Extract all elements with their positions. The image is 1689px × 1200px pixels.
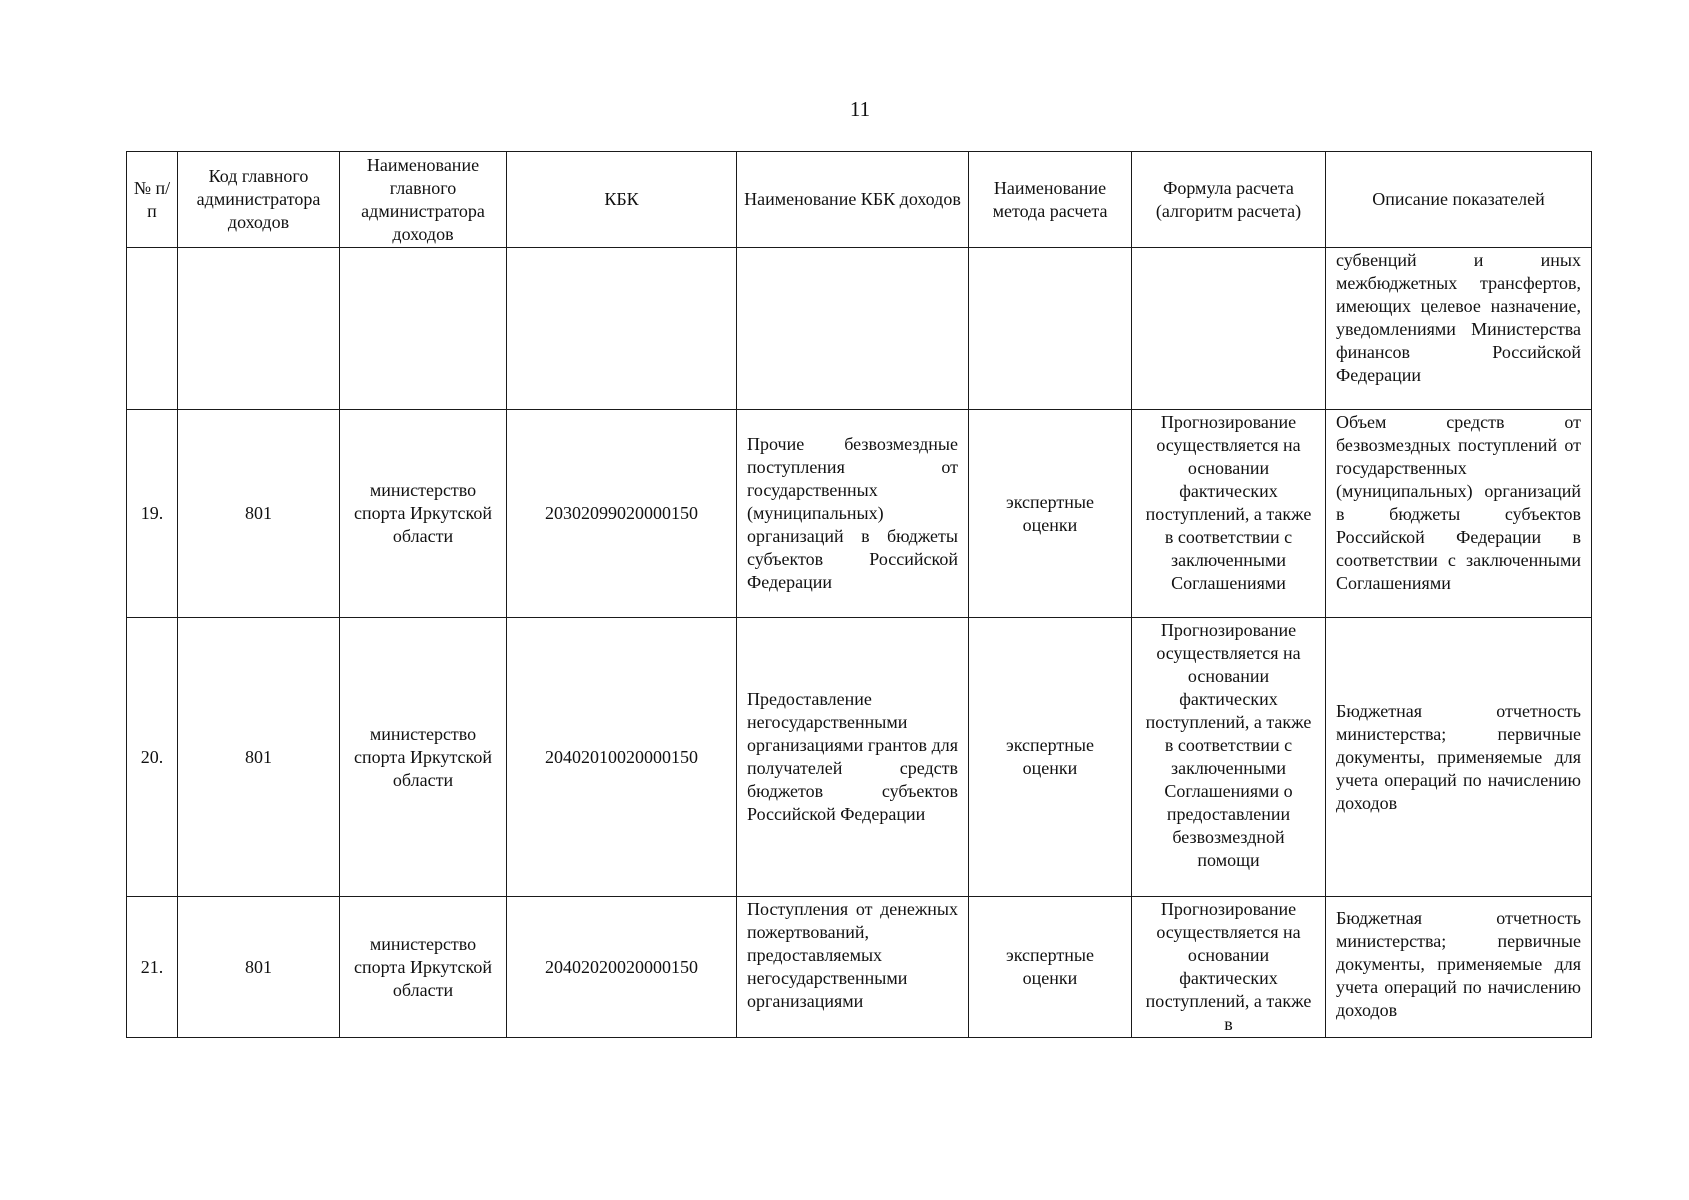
header-admin-name: Наименование главного администратора доходов <box>340 152 507 248</box>
cell-description: субвенций и иных межбюджетных трансфертов, имеющих целевое назначение, уведомлениями Министерства финансов Российской Федерации <box>1326 248 1592 410</box>
cell-empty <box>1132 248 1326 410</box>
cell-method: экспертные оценки <box>969 897 1132 1038</box>
table-header-row <box>127 152 1592 248</box>
cell-description: Бюджетная отчетность министерства; первичные документы, применяемые для учета операций по начислению доходов <box>1326 897 1592 1038</box>
cell-method: экспертные оценки <box>969 618 1132 897</box>
cell-num: 20. <box>127 618 178 897</box>
cell-admin-name: министерство спорта Иркутской области <box>340 897 507 1038</box>
cell-num: 19. <box>127 410 178 618</box>
cell-num: 21. <box>127 897 178 1038</box>
cell-kbk-name: Прочие безвозмездные поступления от государственных (муниципальных) организаций в бюджеты субъектов Российской Федерации <box>737 410 969 618</box>
cell-kbk-name: Предоставление негосударственными организациями грантов для получателей средств бюджетов субъектов Российской Федерации <box>737 618 969 897</box>
header-method: Наименование метода расчета <box>969 152 1132 248</box>
header-description: Описание показателей <box>1326 152 1592 248</box>
cell-empty <box>340 248 507 410</box>
cell-description: Бюджетная отчетность министерства; первичные документы, применяемые для учета операций по начислению доходов <box>1326 618 1592 897</box>
table-row <box>127 618 1592 897</box>
cell-admin-code: 801 <box>178 410 340 618</box>
cell-method: экспертные оценки <box>969 410 1132 618</box>
cell-formula: Прогнозирование осуществляется на основании фактических поступлений, а также в соответствии с заключенными Соглашениями о предоставлении безвозмездной помощи <box>1132 618 1326 897</box>
cell-admin-name: министерство спорта Иркутской области <box>340 618 507 897</box>
cell-empty <box>507 248 737 410</box>
cell-kbk: 20402020020000150 <box>507 897 737 1038</box>
header-kbk: КБК <box>507 152 737 248</box>
header-formula: Формула расчета (алгоритм расчета) <box>1132 152 1326 248</box>
cell-empty <box>969 248 1132 410</box>
cell-empty <box>737 248 969 410</box>
cell-formula: Прогнозирование осуществляется на основании фактических поступлений, а также в соответствии с заключенными Соглашениями <box>1132 410 1326 618</box>
header-admin-code: Код главного администратора доходов <box>178 152 340 248</box>
table-row-continuation <box>127 248 1592 410</box>
cell-formula: Прогнозирование осуществляется на основании фактических поступлений, а также в <box>1132 897 1326 1038</box>
cell-description: Объем средств от безвозмездных поступлений от государственных (муниципальных) организаций в бюджеты субъектов Российской Федерации в соответствии с заключенными Соглашениями <box>1326 410 1592 618</box>
cell-empty <box>178 248 340 410</box>
income-forecast-table <box>126 151 1592 1038</box>
header-num: № п/п <box>127 152 178 248</box>
cell-admin-code: 801 <box>178 897 340 1038</box>
cell-admin-code: 801 <box>178 618 340 897</box>
cell-kbk: 20402010020000150 <box>507 618 737 897</box>
cell-admin-name: министерство спорта Иркутской области <box>340 410 507 618</box>
page-number: 11 <box>849 97 871 121</box>
header-kbk-name: Наименование КБК доходов <box>737 152 969 248</box>
cell-empty <box>127 248 178 410</box>
cell-kbk-name: Поступления от денежных пожертвований, предоставляемых негосударственными организациями <box>737 897 969 1038</box>
cell-kbk: 20302099020000150 <box>507 410 737 618</box>
table-row <box>127 897 1592 1038</box>
table-row <box>127 410 1592 618</box>
